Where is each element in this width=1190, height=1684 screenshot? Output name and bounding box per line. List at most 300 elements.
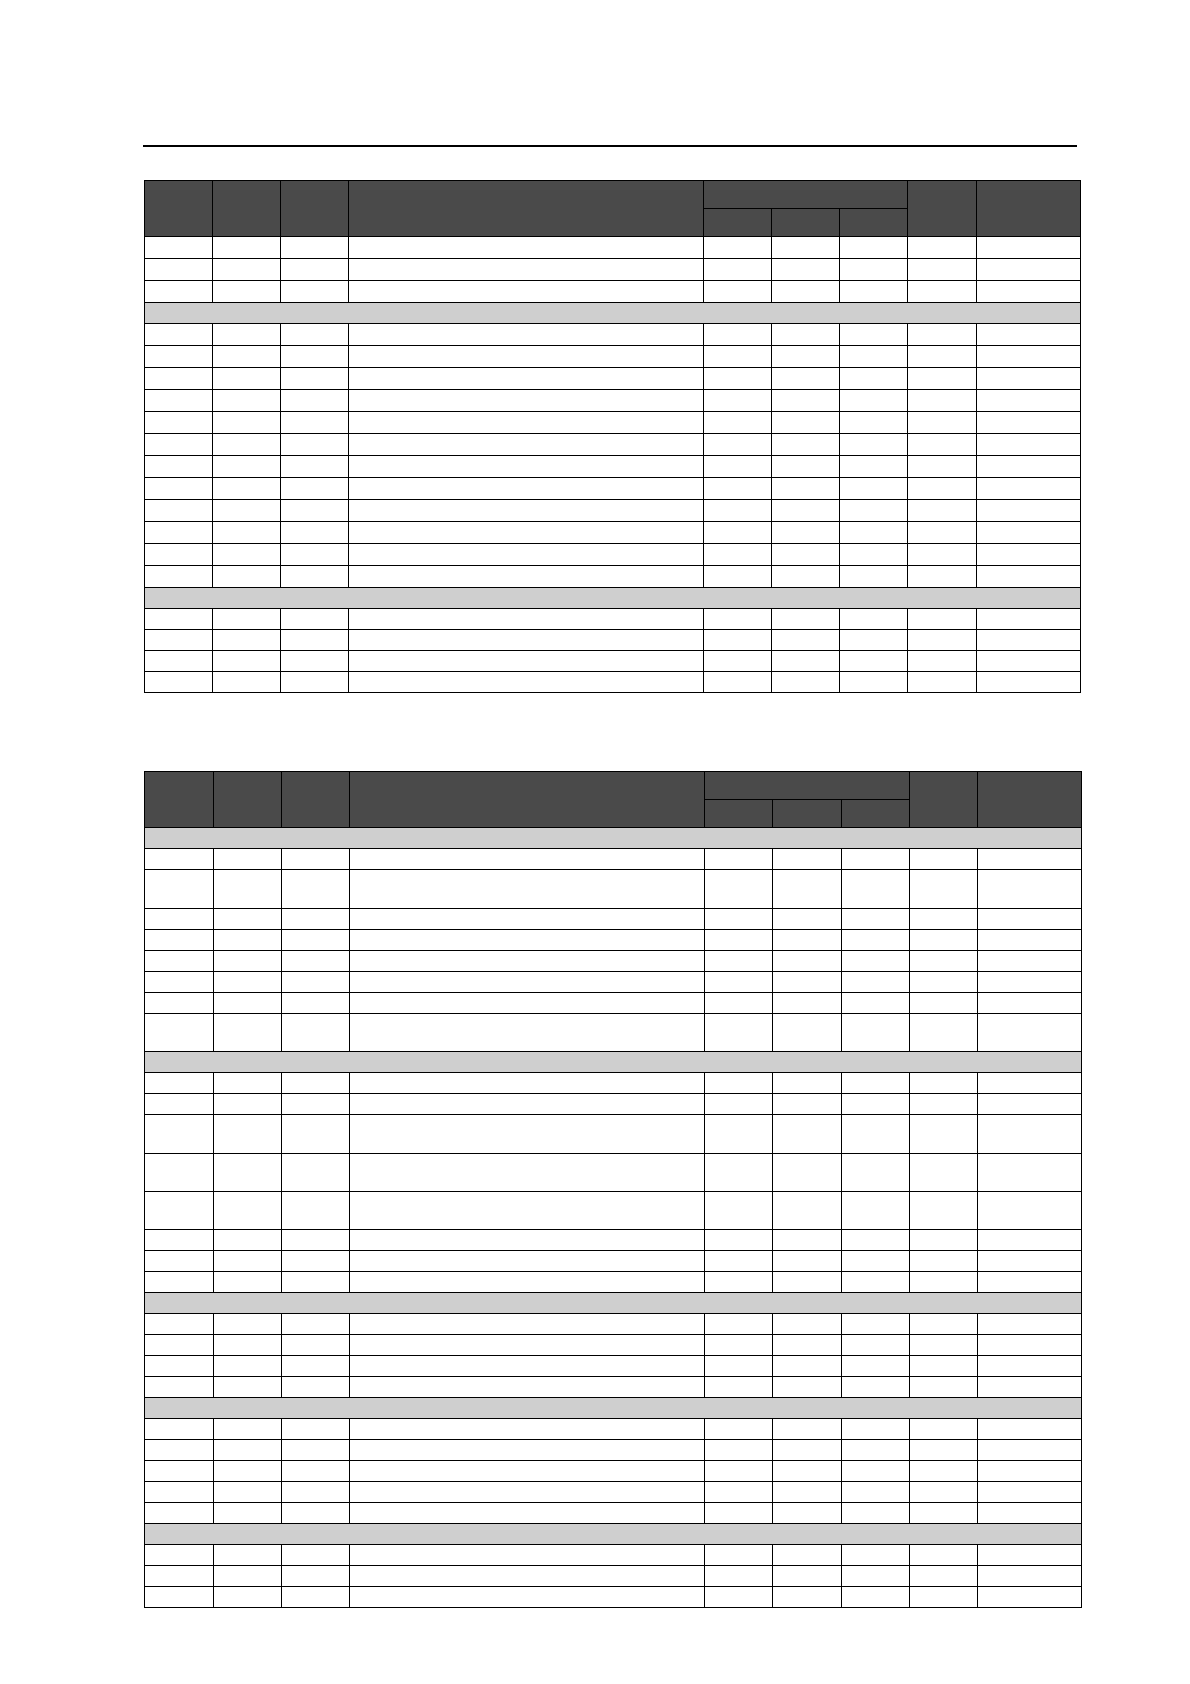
- table-cell: [213, 346, 281, 368]
- table-2: [144, 771, 1082, 1608]
- table-cell: [213, 237, 281, 259]
- table-cell: [842, 951, 910, 972]
- table-cell: [145, 1192, 214, 1230]
- column-header: [349, 181, 704, 237]
- table-cell: [282, 1014, 350, 1052]
- table-cell: [977, 651, 1081, 672]
- table-cell: [772, 478, 840, 500]
- table-row: [145, 672, 1081, 693]
- table-cell: [705, 1566, 773, 1587]
- table-cell: [282, 930, 350, 951]
- table-cell: [705, 1377, 773, 1398]
- table-cell: [773, 1482, 842, 1503]
- table-cell: [214, 1251, 282, 1272]
- table-cell: [978, 1440, 1082, 1461]
- table-row: [145, 1094, 1082, 1115]
- table-cell: [282, 951, 350, 972]
- table-cell: [145, 651, 213, 672]
- table-cell: [214, 1115, 282, 1154]
- table-cell: [145, 544, 213, 566]
- table-cell: [704, 651, 772, 672]
- table-cell: [704, 630, 772, 651]
- table-cell: [213, 368, 281, 390]
- table-cell: [350, 870, 705, 909]
- table-cell: [773, 1314, 842, 1335]
- table-cell: [282, 1335, 350, 1356]
- table-row: [145, 478, 1081, 500]
- table-cell: [773, 1251, 842, 1272]
- table-cell: [282, 849, 350, 870]
- table-cell: [145, 1503, 214, 1524]
- table-row: [145, 1073, 1082, 1094]
- table-row: [145, 1482, 1082, 1503]
- table-cell: [773, 1094, 842, 1115]
- table-cell: [281, 434, 349, 456]
- table-cell: [772, 456, 840, 478]
- section-row: [145, 1052, 1082, 1073]
- table-cell: [282, 1230, 350, 1251]
- table-cell: [910, 930, 978, 951]
- table-cell: [977, 259, 1081, 281]
- table-cell: [977, 434, 1081, 456]
- table-cell: [214, 1272, 282, 1293]
- column-header: [145, 772, 214, 828]
- table-cell: [842, 1335, 910, 1356]
- table-cell: [910, 1251, 978, 1272]
- table-cell: [910, 1094, 978, 1115]
- table-cell: [772, 281, 840, 303]
- table-cell: [705, 1356, 773, 1377]
- table-cell: [350, 972, 705, 993]
- table-row: [145, 1115, 1082, 1154]
- table-cell: [145, 1272, 214, 1293]
- table-cell: [281, 346, 349, 368]
- table-cell: [842, 930, 910, 951]
- table-cell: [350, 1545, 705, 1566]
- table-cell: [705, 1545, 773, 1566]
- table-cell: [705, 1461, 773, 1482]
- table-cell: [842, 1094, 910, 1115]
- table-cell: [349, 324, 704, 346]
- table-cell: [773, 1440, 842, 1461]
- table-cell: [705, 1272, 773, 1293]
- table-cell: [772, 368, 840, 390]
- table-row: [145, 324, 1081, 346]
- table-cell: [281, 478, 349, 500]
- table-cell: [704, 390, 772, 412]
- table-cell: [214, 1482, 282, 1503]
- table-cell: [213, 281, 281, 303]
- table-cell: [214, 1503, 282, 1524]
- table-cell: [349, 390, 704, 412]
- table-cell: [145, 1115, 214, 1154]
- table-cell: [910, 1014, 978, 1052]
- table-cell: [145, 1461, 214, 1482]
- table-cell: [214, 1377, 282, 1398]
- table-cell: [978, 1094, 1082, 1115]
- table-cell: [772, 390, 840, 412]
- table-cell: [910, 1314, 978, 1335]
- table-cell: [145, 1587, 214, 1608]
- table-cell: [705, 1192, 773, 1230]
- table-cell: [145, 972, 214, 993]
- table-cell: [214, 1461, 282, 1482]
- table-cell: [282, 972, 350, 993]
- table-cell: [282, 1566, 350, 1587]
- table-cell: [350, 1192, 705, 1230]
- table-cell: [842, 1356, 910, 1377]
- table-row: [145, 651, 1081, 672]
- table-cell: [773, 1073, 842, 1094]
- table-cell: [842, 1154, 910, 1192]
- table-cell: [773, 930, 842, 951]
- table-cell: [213, 434, 281, 456]
- table-cell: [214, 1419, 282, 1440]
- table-cell: [350, 1419, 705, 1440]
- table-row: [145, 1419, 1082, 1440]
- table-cell: [977, 672, 1081, 693]
- table-cell: [705, 909, 773, 930]
- table-cell: [705, 1094, 773, 1115]
- table-cell: [214, 1356, 282, 1377]
- table-cell: [282, 1545, 350, 1566]
- table-cell: [705, 1440, 773, 1461]
- table-cell: [772, 324, 840, 346]
- table-cell: [282, 1251, 350, 1272]
- table-cell: [282, 870, 350, 909]
- table-cell: [349, 672, 704, 693]
- table-cell: [842, 1314, 910, 1335]
- table-cell: [773, 1419, 842, 1440]
- table-cell: [349, 609, 704, 630]
- table-cell: [978, 930, 1082, 951]
- table-cell: [910, 1545, 978, 1566]
- table-cell: [840, 522, 908, 544]
- table-cell: [977, 566, 1081, 588]
- table-cell: [910, 1356, 978, 1377]
- table-row: [145, 390, 1081, 412]
- table-cell: [214, 849, 282, 870]
- table-cell: [214, 870, 282, 909]
- table-cell: [281, 609, 349, 630]
- table-cell: [282, 1503, 350, 1524]
- table-cell: [282, 1440, 350, 1461]
- table-cell: [145, 1230, 214, 1251]
- table-cell: [910, 1461, 978, 1482]
- table-cell: [349, 566, 704, 588]
- table-cell: [145, 1440, 214, 1461]
- table-cell: [145, 456, 213, 478]
- table-cell: [281, 390, 349, 412]
- table-row: [145, 609, 1081, 630]
- table-cell: [145, 672, 213, 693]
- table-cell: [977, 281, 1081, 303]
- table-cell: [350, 1154, 705, 1192]
- table-cell: [910, 951, 978, 972]
- table-cell: [978, 972, 1082, 993]
- table-cell: [978, 951, 1082, 972]
- table-cell: [978, 1335, 1082, 1356]
- table-cell: [773, 1230, 842, 1251]
- table-cell: [281, 500, 349, 522]
- table-cell: [773, 1115, 842, 1154]
- table-cell: [350, 1230, 705, 1251]
- table-cell: [282, 1073, 350, 1094]
- table-cell: [704, 368, 772, 390]
- table-cell: [145, 951, 214, 972]
- section-label: [145, 1524, 1082, 1545]
- table-cell: [214, 993, 282, 1014]
- table-cell: [214, 1545, 282, 1566]
- table-row: [145, 1566, 1082, 1587]
- table-cell: [773, 1377, 842, 1398]
- table-cell: [214, 1014, 282, 1052]
- table-cell: [978, 1230, 1082, 1251]
- table-cell: [705, 993, 773, 1014]
- table-cell: [840, 390, 908, 412]
- table-cell: [350, 1094, 705, 1115]
- table-cell: [281, 566, 349, 588]
- table-cell: [978, 993, 1082, 1014]
- table-cell: [350, 1314, 705, 1335]
- section-row: [145, 828, 1082, 849]
- table-cell: [281, 651, 349, 672]
- table-row: [145, 1251, 1082, 1272]
- table-cell: [281, 237, 349, 259]
- table-cell: [213, 456, 281, 478]
- table-cell: [910, 1419, 978, 1440]
- table-cell: [349, 630, 704, 651]
- table-cell: [978, 1073, 1082, 1094]
- table-cell: [145, 259, 213, 281]
- table-cell: [281, 412, 349, 434]
- table-cell: [978, 909, 1082, 930]
- table-cell: [978, 1503, 1082, 1524]
- table-cell: [705, 1335, 773, 1356]
- table-cell: [978, 1314, 1082, 1335]
- table-cell: [908, 522, 977, 544]
- table-cell: [145, 630, 213, 651]
- table-cell: [910, 972, 978, 993]
- table-cell: [705, 870, 773, 909]
- table-cell: [773, 972, 842, 993]
- table-cell: [772, 237, 840, 259]
- column-header: [908, 181, 977, 237]
- table-cell: [840, 651, 908, 672]
- table-cell: [704, 609, 772, 630]
- table-cell: [840, 672, 908, 693]
- column-header: [977, 181, 1081, 237]
- table-cell: [349, 434, 704, 456]
- section-label: [145, 1293, 1082, 1314]
- column-header: [978, 772, 1082, 828]
- table-cell: [842, 1192, 910, 1230]
- table-cell: [910, 1503, 978, 1524]
- table-cell: [214, 951, 282, 972]
- table-cell: [350, 1503, 705, 1524]
- table-cell: [145, 993, 214, 1014]
- table-cell: [145, 909, 214, 930]
- table-cell: [281, 259, 349, 281]
- table-row: [145, 1014, 1082, 1052]
- table-cell: [908, 566, 977, 588]
- table-row: [145, 1154, 1082, 1192]
- table-row: [145, 1230, 1082, 1251]
- table-cell: [772, 566, 840, 588]
- table-cell: [145, 368, 213, 390]
- table-cell: [281, 368, 349, 390]
- table-row: [145, 544, 1081, 566]
- table-cell: [978, 1587, 1082, 1608]
- table-cell: [350, 1251, 705, 1272]
- table-cell: [705, 1230, 773, 1251]
- table-cell: [908, 237, 977, 259]
- table-cell: [840, 237, 908, 259]
- table-cell: [213, 651, 281, 672]
- table-cell: [842, 1419, 910, 1440]
- table-cell: [350, 849, 705, 870]
- table-cell: [705, 1503, 773, 1524]
- table-cell: [977, 522, 1081, 544]
- column-header: [282, 772, 350, 828]
- table-cell: [281, 544, 349, 566]
- table-cell: [705, 1073, 773, 1094]
- table-cell: [145, 478, 213, 500]
- table-cell: [840, 324, 908, 346]
- table-row: [145, 1314, 1082, 1335]
- table-cell: [840, 346, 908, 368]
- column-group-header: [705, 772, 910, 800]
- table-cell: [213, 522, 281, 544]
- table-cell: [214, 930, 282, 951]
- table-cell: [145, 500, 213, 522]
- table-cell: [908, 434, 977, 456]
- table-row: [145, 434, 1081, 456]
- table-cell: [145, 1482, 214, 1503]
- table-cell: [145, 522, 213, 544]
- table-row: [145, 951, 1082, 972]
- table-cell: [145, 346, 213, 368]
- table-cell: [145, 324, 213, 346]
- table-cell: [772, 630, 840, 651]
- table-cell: [704, 500, 772, 522]
- table-cell: [772, 412, 840, 434]
- table-cell: [842, 1503, 910, 1524]
- table-cell: [773, 1154, 842, 1192]
- table-cell: [977, 544, 1081, 566]
- table-cell: [213, 259, 281, 281]
- table-cell: [350, 909, 705, 930]
- table-cell: [908, 672, 977, 693]
- table-cell: [842, 1014, 910, 1052]
- table-cell: [910, 1566, 978, 1587]
- table-cell: [978, 1377, 1082, 1398]
- table-cell: [910, 870, 978, 909]
- table-cell: [349, 478, 704, 500]
- table-cell: [842, 1461, 910, 1482]
- column-header: [145, 181, 213, 237]
- table-cell: [842, 1566, 910, 1587]
- section-row: [145, 303, 1081, 324]
- table-cell: [214, 1192, 282, 1230]
- table-cell: [842, 1587, 910, 1608]
- table-cell: [145, 1377, 214, 1398]
- table-cell: [977, 478, 1081, 500]
- table-cell: [214, 1154, 282, 1192]
- section-row: [145, 1524, 1082, 1545]
- table-cell: [281, 630, 349, 651]
- column-group-header: [704, 181, 908, 209]
- table-cell: [145, 1335, 214, 1356]
- table-cell: [145, 1251, 214, 1272]
- table-cell: [705, 849, 773, 870]
- table-cell: [840, 456, 908, 478]
- table-row: [145, 630, 1081, 651]
- table-cell: [282, 1461, 350, 1482]
- table-cell: [704, 456, 772, 478]
- table-cell: [281, 456, 349, 478]
- table-cell: [910, 1272, 978, 1293]
- table-cell: [978, 1566, 1082, 1587]
- table-cell: [282, 1094, 350, 1115]
- table-cell: [145, 434, 213, 456]
- table-cell: [704, 478, 772, 500]
- table-row: [145, 1377, 1082, 1398]
- table-cell: [214, 972, 282, 993]
- table-cell: [842, 1115, 910, 1154]
- table-cell: [840, 412, 908, 434]
- table-cell: [772, 609, 840, 630]
- table-cell: [350, 993, 705, 1014]
- table-cell: [281, 522, 349, 544]
- table-cell: [349, 259, 704, 281]
- section-row: [145, 1398, 1082, 1419]
- table-cell: [705, 1251, 773, 1272]
- table-row: [145, 281, 1081, 303]
- column-subheader: [773, 800, 842, 828]
- table-cell: [978, 1014, 1082, 1052]
- table-cell: [773, 951, 842, 972]
- table-cell: [842, 1272, 910, 1293]
- table-cell: [978, 849, 1082, 870]
- table-cell: [213, 566, 281, 588]
- table-row: [145, 346, 1081, 368]
- table-row: [145, 1192, 1082, 1230]
- table-cell: [908, 651, 977, 672]
- table-cell: [977, 324, 1081, 346]
- table-cell: [705, 972, 773, 993]
- table-cell: [350, 1587, 705, 1608]
- table-cell: [145, 1014, 214, 1052]
- table-cell: [910, 1115, 978, 1154]
- table-cell: [772, 651, 840, 672]
- table-cell: [145, 1356, 214, 1377]
- table-cell: [349, 651, 704, 672]
- table-row: [145, 1356, 1082, 1377]
- table-cell: [704, 281, 772, 303]
- table-cell: [978, 1272, 1082, 1293]
- table-cell: [773, 870, 842, 909]
- table-cell: [842, 1251, 910, 1272]
- table-cell: [977, 237, 1081, 259]
- section-label: [145, 1052, 1082, 1073]
- section-label: [145, 588, 1081, 609]
- table-cell: [910, 1440, 978, 1461]
- table-cell: [840, 544, 908, 566]
- table-cell: [977, 412, 1081, 434]
- table-cell: [350, 951, 705, 972]
- table-row: [145, 1440, 1082, 1461]
